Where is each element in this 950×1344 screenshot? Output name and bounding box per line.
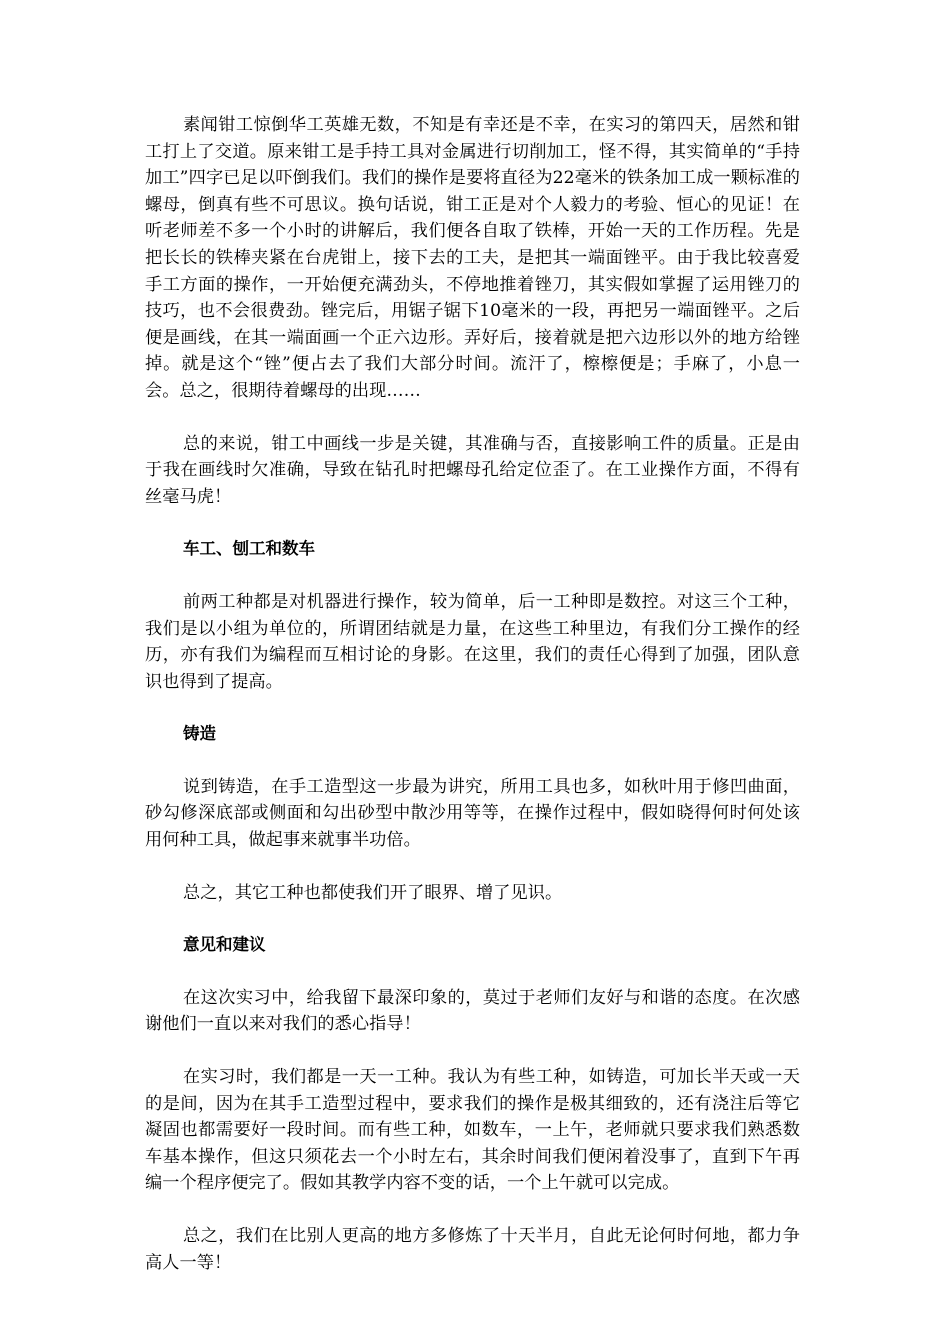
paragraph-fitting-experience: 素闻钳工惊倒华工英雄无数，不知是有幸还是不幸，在实习的第四天，居然和钳工打上了交道。原来钳工是手持工具对金属进行切削加工，怪不得，其实简单的“手持加工”四字已足以吓倒我们。我们的操作是要将直径为22毫米的铁条加工成一颗标准的螺母，倒真有些不可思议。换句话说，钳工正是对个人毅力的考验、恒心的见证！在听老师差不多一个小时的讲解后，我们便各自取了铁棒，开始一天的工作历程。先是把长长的铁棒夹紧在台虎钳上，接下去的工夫，是把其一端面锉平。由于我比较喜爱手工方面的操作，一开始便充满劲头，不停地推着锉刀，其实假如掌握了运用锉刀的技巧，也不会很费劲。锉完后，用锯子锯下10毫米的一段，再把另一端面锉平。之后便是画线，在其一端面画一个正六边形。弄好后，接着就是把六边形以外的地方给锉掉。就是这个“锉”便占去了我们大部分时间。流汗了，檫檫便是；手麻了，小息一会。总之，很期待着螺母的出现…… (145, 115, 800, 401)
paragraph-gap (145, 563, 800, 589)
paragraph-gap (145, 906, 800, 932)
paragraph-gap (145, 1038, 800, 1064)
paragraph-gap (145, 959, 800, 985)
paragraph-gap (145, 748, 800, 774)
document-page (145, 112, 800, 1276)
heading-casting: 铸造 (183, 724, 216, 744)
paragraph-conclusion: 总之，我们在比别人更高的地方多修炼了十天半月，自此无论何时何地，都力争高人一等！ (145, 1226, 800, 1273)
paragraph-turning-planing-cnc: 前两工种都是对机器进行操作，较为简单，后一工种即是数控。对这三个工种，我们是以小组为单位的，所谓团结就是力量，在这些工种里边，有我们分工操作的经历，亦有我们为编程而互相讨论的身影。在这里，我们的责任心得到了加强，团队意识也得到了提高。 (145, 591, 800, 692)
paragraph-gap (145, 510, 800, 536)
paragraph-gap (145, 1197, 800, 1223)
paragraph-gap (145, 695, 800, 721)
paragraph-gap (145, 854, 800, 880)
paragraph-fitting-summary: 总的来说，钳工中画线一步是关键，其准确与否，直接影响工件的质量。正是由于我在画线时欠准确，导致在钻孔时把螺母孔给定位歪了。在工业操作方面，不得有丝毫马虎！ (145, 433, 800, 507)
paragraph-casting-summary: 总之，其它工种也都使我们开了眼界、增了见识。 (183, 882, 563, 903)
paragraph-suggestion: 在实习时，我们都是一天一工种。我认为有些工种，如铸造，可加长半天或一天的是间，因为在其手工造型过程中，要求我们的操作是极其细致的，还有浇注后等它凝固也都需要好一段时间。而有些工种，如数车，一上午，老师就只要求我们熟悉数车基本操作，但这只须花去一个小时左右，其余时间我们便闲着没事了，直到下午再编一个程序便完了。假如其教学内容不变的话，一个上午就可以完成。 (145, 1067, 800, 1194)
paragraph-gratitude: 在这次实习中，给我留下最深印象的，莫过于老师们友好与和谐的态度。在次感谢他们一直以来对我们的悉心指导！ (145, 987, 800, 1035)
heading-opinions-suggestions: 意见和建议 (183, 935, 266, 955)
heading-turning-planing-cnc: 车工、刨工和数车 (183, 539, 315, 559)
paragraph-casting: 说到铸造，在手工造型这一步最为讲究，所用工具也多，如秋叶用于修凹曲面，砂勾修深底部或侧面和勾出砂型中散沙用等等，在操作过程中，假如晓得何时何处该用何种工具，做起事来就事半功倍。 (145, 776, 800, 851)
paragraph-gap (145, 405, 800, 431)
